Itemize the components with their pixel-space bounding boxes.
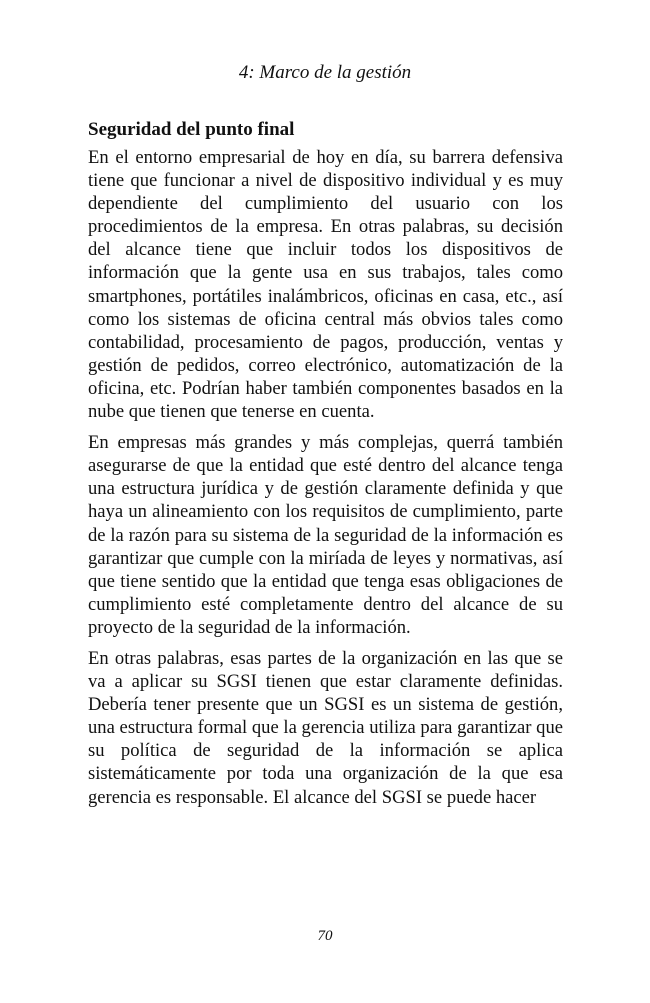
paragraph-2: En empresas más grandes y más complejas, querrá también asegurarse de que la entidad que esté dentro del alcance tenga una estructura jurídica y de gestión claramente definida y que haya un alineamiento con los requisitos de cumplimiento, parte de la razón para su sistema de la seguridad de la información es garantizar que cumple con la miríada de leyes y normativas, así que tiene sentido que la entidad que tenga esas obligaciones de cumplimiento esté completamente dentro del alcance de su proyecto de la seguridad de la información. bbox=[88, 432, 563, 638]
paragraph-3: En otras palabras, esas partes de la organización en las que se va a aplicar su SGSI tienen que estar claramente definidas. Debería tener presente que un SGSI es un sistema de gestión, una estructura formal que la gerencia utiliza para garantizar que su política de seguridad de la información se aplica sistemáticamente por toda una organización de la que esa gerencia es responsable. El alcance del SGSI se puede hacer bbox=[88, 647, 563, 808]
page-body bbox=[88, 118, 563, 817]
section-heading: Seguridad del punto final bbox=[88, 119, 295, 140]
page-number: 70 bbox=[317, 928, 333, 944]
running-header: 4: Marco de la gestión bbox=[238, 62, 412, 83]
paragraph-1: En el entorno empresarial de hoy en día, su barrera defensiva tiene que funcionar a nivel de dispositivo individual y es muy dependiente del cumplimiento del usuario con los procedimientos de la empresa. En otras palabras, su decisión del alcance tiene que incluir todos los dispositivos de información que la gente usa en sus trabajos, tales como smartphones, portátiles inalámbricos, oficinas en casa, etc., así como los sistemas de oficina central más obvios tales como contabilidad, procesamiento de pagos, producción, ventas y gestión de pedidos, correo electrónico, automatización de la oficina, etc. Podrían haber también componentes basados en la nube que tienen que tenerse en cuenta. bbox=[88, 147, 563, 423]
